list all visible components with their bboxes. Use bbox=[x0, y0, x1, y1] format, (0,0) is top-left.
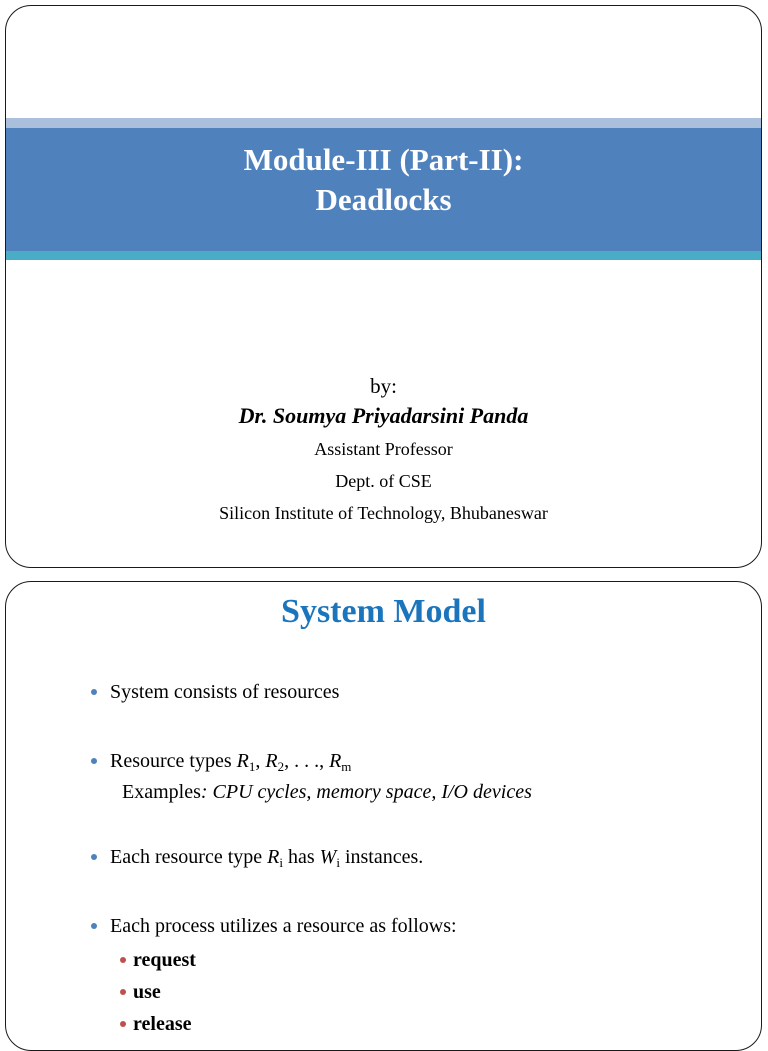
examples-label: Examples bbox=[122, 781, 201, 803]
title-line-2: Deadlocks bbox=[315, 182, 452, 217]
bullet-text: Each process utilizes a resource as follows: bbox=[110, 915, 457, 937]
var-w: W bbox=[319, 846, 337, 868]
var-r: R bbox=[329, 750, 342, 772]
title-line-1: Module-III (Part-II): bbox=[243, 142, 524, 177]
bullet-text-prefix: Each resource type bbox=[110, 846, 268, 868]
author-designation: Assistant Professor bbox=[314, 439, 453, 459]
subscript: 1 bbox=[248, 759, 256, 774]
examples-text: : CPU cycles, memory space, I/O devices bbox=[200, 781, 532, 803]
author-block bbox=[6, 371, 761, 529]
separator: , . . ., bbox=[284, 750, 330, 772]
bullet-text: System consists of resources bbox=[110, 681, 340, 703]
bullet-item bbox=[91, 912, 731, 1040]
bullet-list bbox=[91, 678, 731, 1040]
var-r: R bbox=[265, 750, 278, 772]
subscript: i bbox=[336, 855, 340, 870]
subscript: i bbox=[279, 855, 283, 870]
sub-bullet-release: release bbox=[110, 1008, 731, 1040]
bullet-item bbox=[91, 678, 731, 706]
bullet-item bbox=[91, 747, 731, 775]
sub-bullet-request: request bbox=[110, 944, 731, 976]
subscript: m bbox=[341, 759, 352, 774]
subscript: 2 bbox=[277, 759, 285, 774]
bullet-text-suffix: instances. bbox=[339, 846, 424, 868]
slide-title: System Model bbox=[281, 593, 486, 630]
bullet-item bbox=[91, 843, 731, 871]
author-department: Dept. of CSE bbox=[335, 471, 432, 491]
bullet-text-prefix: Resource types bbox=[110, 750, 237, 772]
sub-bullet-use: use bbox=[110, 976, 731, 1008]
author-institute: Silicon Institute of Technology, Bhubaneswar bbox=[219, 503, 548, 523]
title-slide bbox=[5, 5, 762, 568]
var-r: R bbox=[236, 750, 249, 772]
bullet-text-mid: has bbox=[282, 846, 320, 868]
var-r: R bbox=[267, 846, 280, 868]
examples-line bbox=[91, 778, 731, 806]
author-name: Dr. Soumya Priyadarsini Panda bbox=[238, 403, 529, 428]
title-band-bottom-stripe bbox=[6, 251, 761, 260]
title-band-top-stripe bbox=[6, 118, 761, 128]
separator: , bbox=[255, 750, 266, 772]
sub-bullet-list bbox=[110, 944, 731, 1040]
slide-title bbox=[6, 140, 761, 220]
by-label: by: bbox=[370, 374, 397, 398]
system-model-slide bbox=[5, 581, 762, 1051]
